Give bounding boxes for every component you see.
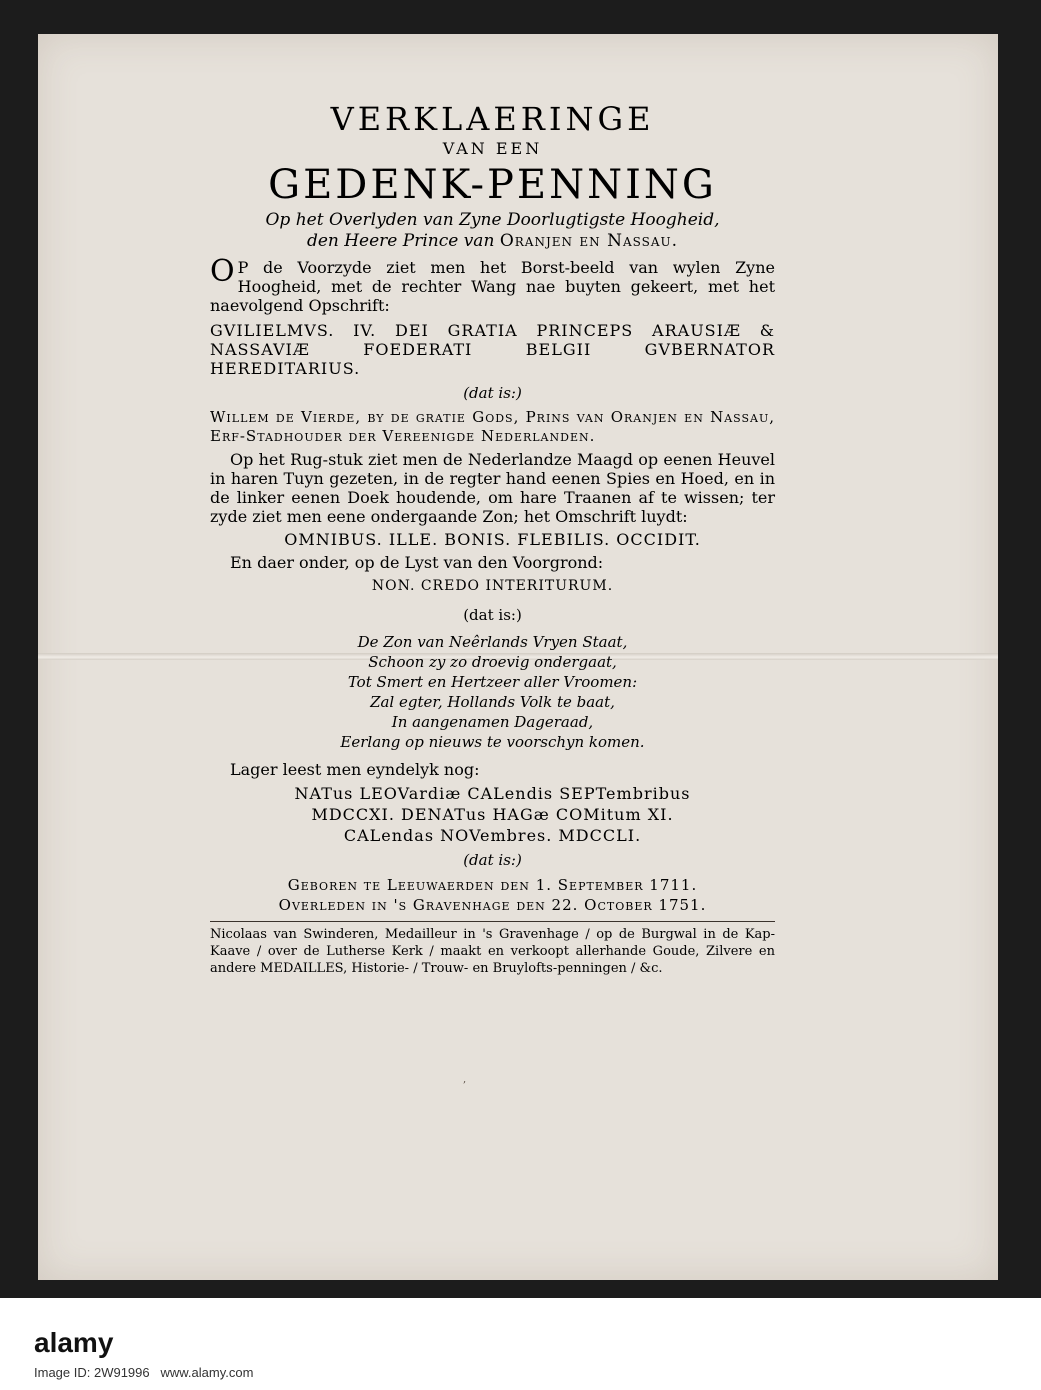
title-line-1: VERKLAERINGE (330, 100, 655, 138)
watermark-site: www.alamy.com (160, 1365, 254, 1380)
subtitle-line-2 (210, 231, 775, 252)
poem-line: Tot Smert en Hertzeer aller Vroomen: (347, 673, 638, 691)
poem-line: Schoon zy zo droevig ondergaat, (368, 653, 617, 671)
alamy-logo (34, 1327, 113, 1359)
dates (210, 875, 775, 915)
translation-obverse: Willem de Vierde, by de gratie Gods, Prins van Oranjen en Nassau, Erf-Stadhouder der Vereenigde Nederlanden. (210, 408, 775, 445)
title-line-2: VAN EEN (442, 139, 543, 158)
dat-is-2: (dat is:) (463, 606, 522, 624)
legend-lower-1: NATus LEOVardiæ CALendis SEPTembribus (294, 784, 691, 803)
subtitle-line-2-prefix: den Heere Prince van (306, 231, 500, 251)
dat-is-3: (dat is:) (463, 851, 522, 869)
paragraph-lower: Lager leest men eyndelyk nog: (230, 760, 480, 779)
ink-mark: , (463, 1074, 467, 1085)
death-date-line: Overleden in 's Gravenhage den 22. October 1751. (278, 896, 707, 914)
subtitle (210, 210, 775, 252)
alamy-logo-text: alamy (34, 1327, 114, 1358)
legend-reverse: OMNIBUS. ILLE. BONIS. FLEBILIS. OCCIDIT. (284, 530, 701, 549)
poem-line: De Zon van Neêrlands Vryen Staat, (357, 633, 628, 651)
paragraph-reverse: Op het Rug-stuk ziet men de Nederlandze Maagd op eenen Heuvel in haren Tuyn gezeten, in de regter hand eenen Spies en Hoed, en in de linker eenen Doek houdende, om hare Traanen af te wissen; ter zyde ziet men eene ondergaande Zon; het Omschrift luydt: (210, 450, 775, 526)
poem-line: In aangenamen Dageraad, (391, 713, 594, 731)
legend-foreground: NON. CREDO INTERITURUM. (371, 578, 614, 594)
divider (210, 921, 775, 922)
paragraph-foreground: En daer onder, op de Lyst van den Voorgrond: (230, 553, 604, 572)
publisher-footer: Nicolaas van Swinderen, Medailleur in 's Gravenhage / op de Burgwal in de Kap-Kaave / over de Lutherse Kerk / maakt en verkoopt allerhande Goude, Zilvere en andere MEDAILLES, Historie- / Trouw- en Bruylofts-penningen / &c. (210, 927, 775, 976)
subtitle-line-1: Op het Overlyden van Zyne Doorlugtigste Hoogheid, (265, 210, 720, 230)
legend-obverse: GVILIELMVS. IV. DEI GRATIA PRINCEPS ARAUSIÆ & NASSAVIÆ FOEDERATI BELGII GVBERNATOR HEREDITARIUS. (210, 321, 775, 378)
document-content (210, 100, 775, 977)
legend-lower-3: CALendas NOVembres. MDCCLI. (343, 826, 642, 845)
birth-date-line: Geboren te Leeuwaerden den 1. September 1711. (287, 876, 698, 894)
poem-line: Zal egter, Hollands Volk te baat, (370, 693, 615, 711)
paragraph-obverse: OP de Voorzyde ziet men het Borst-beeld van wylen Zyne Hoogheid, met de rechter Wang nae buyten gekeert, met het naevolgend Opschrift: (210, 254, 775, 315)
poem-line: Eerlang op nieuws te voorschyn komen. (340, 733, 645, 751)
watermark-image-id: Image ID: 2W91996 (34, 1365, 150, 1380)
dat-is-1: (dat is:) (463, 384, 522, 402)
watermark-image-id-and-site (34, 1365, 253, 1380)
subtitle-line-2-smallcaps: Oranjen en Nassau. (499, 231, 679, 251)
legend-lower-2: MDCCXI. DENATus HAGæ COMitum XI. (311, 805, 674, 824)
title-line-3: GEDENK-PENNING (268, 162, 717, 208)
poem (210, 632, 775, 752)
